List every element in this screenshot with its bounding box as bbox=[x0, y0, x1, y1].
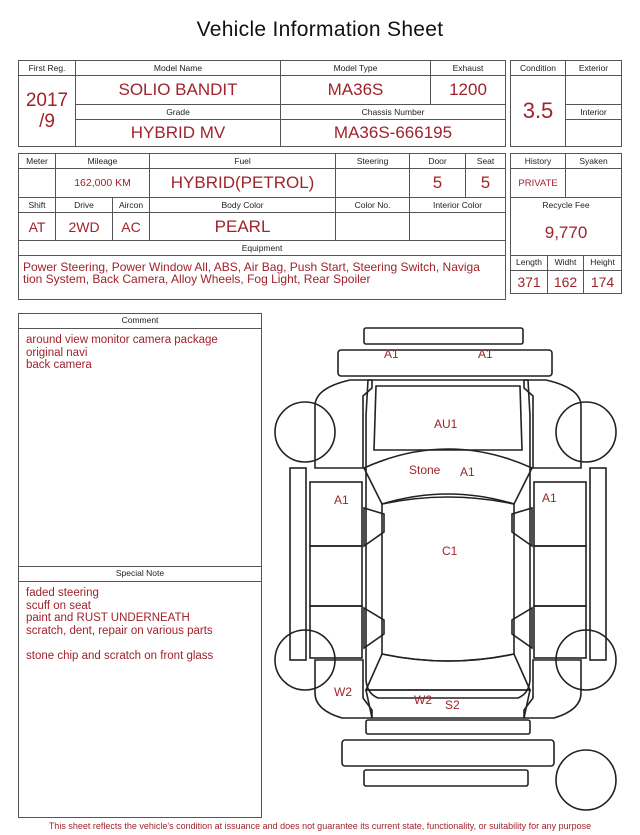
equipment-label: Equipment bbox=[19, 241, 506, 256]
comment-list bbox=[19, 329, 261, 372]
grade-label: Grade bbox=[76, 105, 281, 120]
grade-value: HYBRID MV bbox=[76, 120, 281, 147]
comment-label: Comment bbox=[19, 314, 261, 329]
mileage-value: 162,000 KM bbox=[56, 169, 150, 198]
chassis-number-label: Chassis Number bbox=[281, 105, 506, 120]
model-type-value: MA36S bbox=[281, 76, 431, 105]
front-right-wheel bbox=[556, 402, 616, 462]
disclaimer-footer: This sheet reflects the vehicle's condition at issuance and does not guarantee its current state, functionality, or suitability for any purpose bbox=[48, 821, 592, 831]
comment-line: around view monitor camera package bbox=[26, 334, 218, 346]
special-note-line: faded steering bbox=[26, 587, 99, 599]
first-reg-value bbox=[19, 76, 76, 147]
mark-front-left: A1 bbox=[384, 347, 399, 361]
model-name-value: SOLIO BANDIT bbox=[76, 76, 281, 105]
equipment-value: Power Steering, Power Window All, ABS, Air Bag, Push Start, Steering Switch, Naviga tion System, Back Camera, Alloy Wheels, Fog Light, Rear Spoiler bbox=[23, 260, 480, 286]
mark-rear-gate-2: S2 bbox=[445, 698, 460, 712]
left-side-panel-2 bbox=[310, 546, 362, 606]
condition-value: 3.5 bbox=[511, 76, 566, 147]
body-color-label: Body Color bbox=[150, 198, 336, 213]
drive-label: Drive bbox=[56, 198, 113, 213]
mark-windshield: A1 bbox=[460, 465, 475, 479]
front-bumper-upper bbox=[364, 328, 523, 344]
car-damage-diagram bbox=[268, 318, 628, 818]
chassis-number-value: MA36S-666195 bbox=[281, 120, 506, 147]
first-reg-label: First Reg. bbox=[19, 61, 76, 76]
special-note-list bbox=[19, 582, 261, 662]
length-value: 371 bbox=[511, 270, 548, 293]
special-note-line: scratch, dent, repair on various parts bbox=[26, 624, 213, 637]
steering-value bbox=[336, 169, 410, 198]
condition-label: Condition bbox=[511, 61, 566, 76]
seat-label: Seat bbox=[466, 154, 506, 169]
interior-color-value bbox=[410, 213, 506, 241]
rear-bumper-lower bbox=[342, 740, 554, 766]
front-bumper-lower bbox=[338, 350, 552, 376]
mark-hood: AU1 bbox=[434, 417, 458, 431]
exterior-value bbox=[566, 76, 622, 105]
color-no-value bbox=[336, 213, 410, 241]
right-side-panel-2 bbox=[534, 546, 586, 606]
height-label: Height bbox=[584, 255, 622, 270]
mark-left-side: A1 bbox=[334, 493, 349, 507]
interior-color-label: Interior Color bbox=[410, 198, 506, 213]
aircon-label: Aircon bbox=[113, 198, 150, 213]
syaken-value bbox=[566, 169, 622, 198]
height-value: 174 bbox=[584, 270, 622, 293]
special-note-line bbox=[26, 637, 261, 650]
mark-windshield-stone: Stone bbox=[409, 463, 441, 477]
rear-bumper-upper bbox=[366, 720, 530, 734]
shift-label: Shift bbox=[19, 198, 56, 213]
shift-value: AT bbox=[19, 213, 56, 241]
rear-window-panel bbox=[366, 654, 530, 690]
roof-panel bbox=[382, 497, 514, 661]
length-label: Length bbox=[511, 255, 548, 270]
interior-label: Interior bbox=[566, 105, 622, 120]
right-window-rear bbox=[512, 608, 532, 648]
steering-label: Steering bbox=[336, 154, 410, 169]
special-note-line: scuff on seat bbox=[26, 599, 91, 612]
comment-line: original navi bbox=[26, 346, 88, 359]
fuel-value: HYBRID(PETROL) bbox=[150, 169, 336, 198]
front-left-wheel bbox=[275, 402, 335, 462]
color-no-label: Color No. bbox=[336, 198, 410, 213]
comment-panel bbox=[18, 313, 262, 567]
width-value: 162 bbox=[548, 270, 584, 293]
syaken-label: Syaken bbox=[566, 154, 622, 169]
history-table bbox=[510, 153, 622, 294]
special-note-panel bbox=[18, 566, 262, 818]
exhaust-value: 1200 bbox=[431, 76, 506, 105]
left-window-front bbox=[364, 508, 384, 546]
seat-value: 5 bbox=[466, 169, 506, 198]
first-reg-year: 2017 bbox=[25, 90, 69, 111]
special-note-line: paint and RUST UNDERNEATH bbox=[26, 612, 190, 624]
model-type-label: Model Type bbox=[281, 61, 431, 76]
model-name-label: Model Name bbox=[76, 61, 281, 76]
mark-right-side: A1 bbox=[542, 491, 557, 505]
right-side-panel-3 bbox=[534, 606, 586, 658]
mileage-label: Mileage bbox=[56, 154, 150, 169]
mark-front-right: A1 bbox=[478, 347, 493, 361]
exhaust-label: Exhaust bbox=[431, 61, 506, 76]
special-note-line: stone chip and scratch on front glass bbox=[26, 649, 214, 662]
right-window-front bbox=[512, 508, 532, 546]
mark-rear-gate: W2 bbox=[414, 693, 432, 707]
history-label: History bbox=[511, 154, 566, 169]
windshield-panel bbox=[364, 449, 532, 504]
door-label: Door bbox=[410, 154, 466, 169]
history-value: PRIVATE bbox=[511, 169, 566, 198]
vehicle-info-table bbox=[18, 60, 506, 147]
recycle-fee-label: Recycle Fee bbox=[511, 198, 622, 213]
aircon-value: AC bbox=[113, 213, 150, 241]
body-color-value: PEARL bbox=[150, 213, 336, 241]
rear-right-fender bbox=[524, 660, 581, 718]
page-title: Vehicle Information Sheet bbox=[196, 18, 444, 41]
meter-value bbox=[19, 169, 56, 198]
first-reg-month: /9 bbox=[39, 111, 55, 132]
door-value: 5 bbox=[410, 169, 466, 198]
interior-value bbox=[566, 120, 622, 147]
left-side-panel-1 bbox=[310, 482, 362, 546]
left-window-rear bbox=[364, 608, 384, 648]
mark-rear-left: W2 bbox=[334, 685, 352, 699]
exterior-label: Exterior bbox=[566, 61, 622, 76]
special-note-label: Special Note bbox=[19, 567, 261, 582]
drive-value: 2WD bbox=[56, 213, 113, 241]
meter-label: Meter bbox=[19, 154, 56, 169]
rear-step bbox=[364, 770, 528, 786]
recycle-fee-value: 9,770 bbox=[511, 212, 622, 255]
front-right-fender bbox=[524, 380, 581, 468]
comment-line: back camera bbox=[26, 359, 92, 371]
spare-wheel bbox=[556, 750, 616, 810]
condition-table bbox=[510, 60, 622, 147]
mark-roof: C1 bbox=[442, 544, 458, 558]
fuel-label: Fuel bbox=[150, 154, 336, 169]
width-label: Widht bbox=[548, 255, 584, 270]
